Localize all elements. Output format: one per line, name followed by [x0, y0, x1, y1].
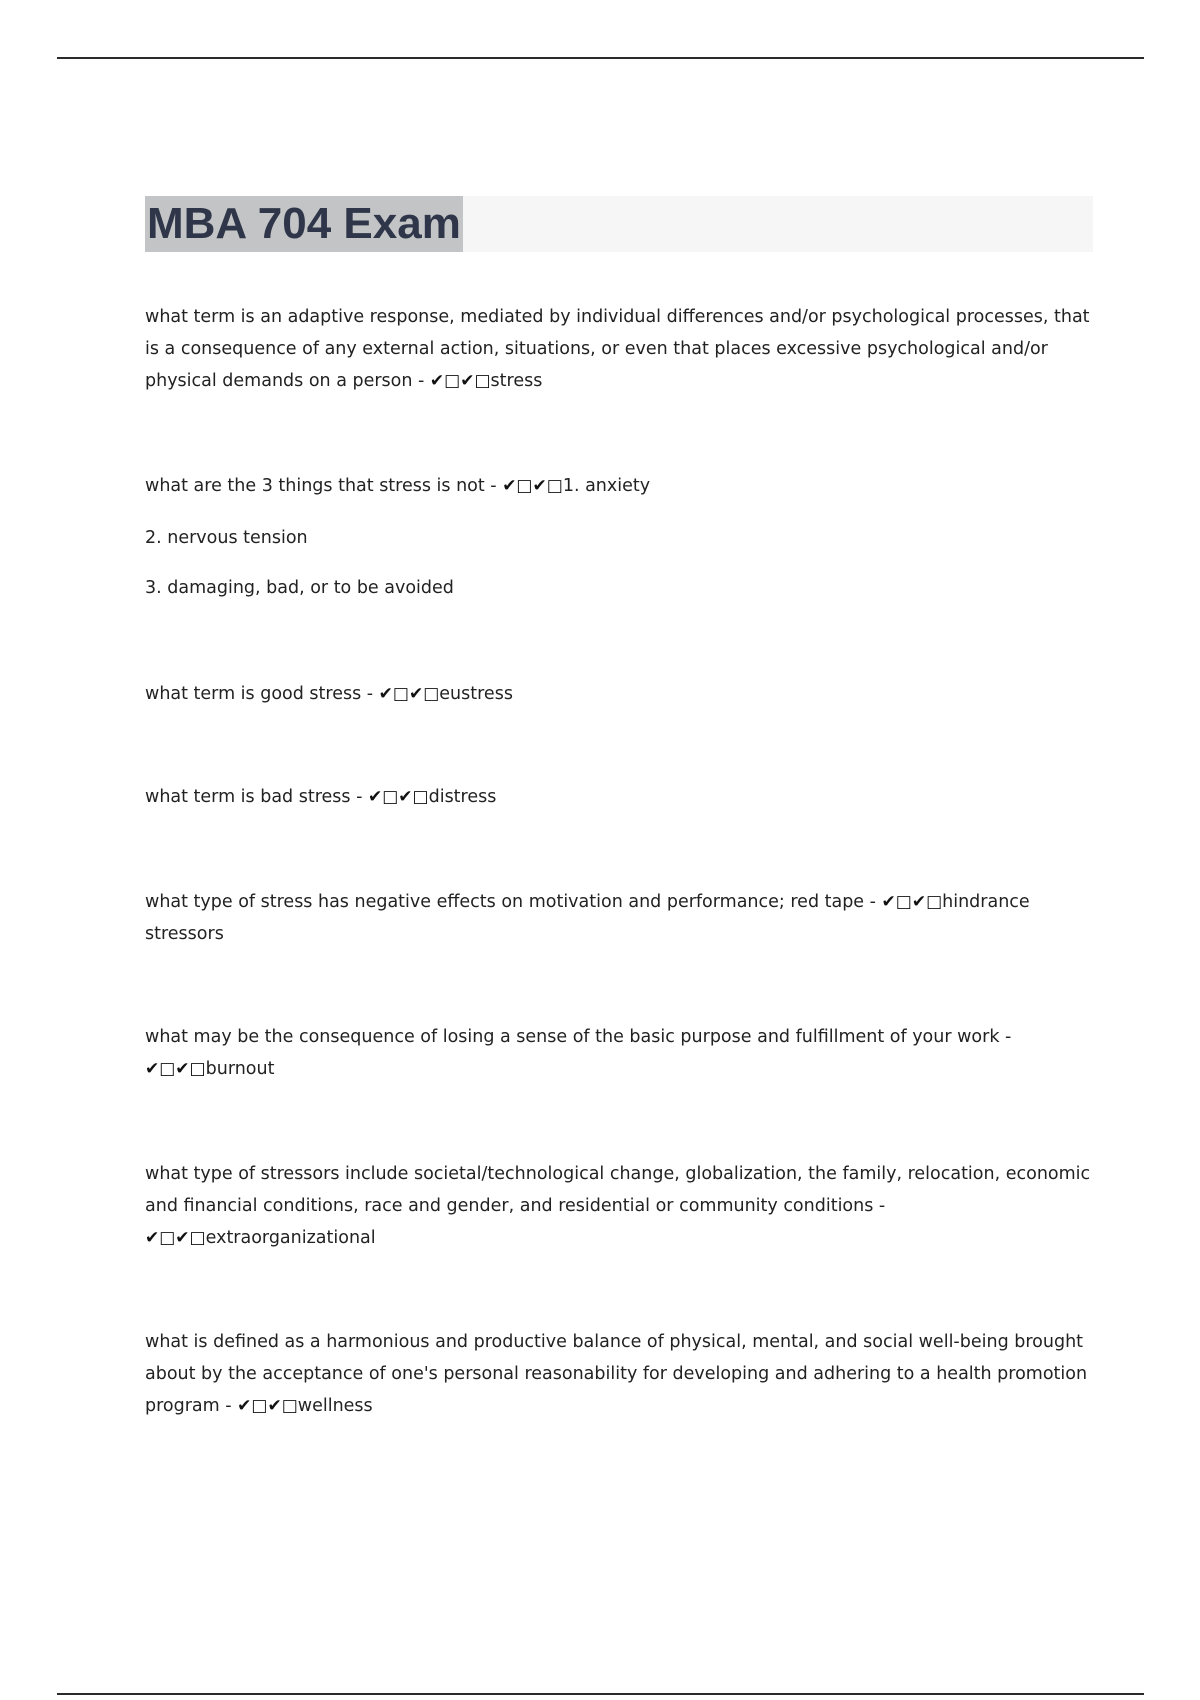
question-text: what may be the consequence of losing a sense of the basic purpose and fulfillment of your work -	[145, 1027, 1012, 1047]
check-marks: ✔□✔□	[367, 787, 429, 807]
list-item: 3. damaging, bad, or to be avoided	[145, 578, 454, 598]
qa-item-2	[145, 470, 1095, 604]
page-title: MBA 704 Exam	[145, 196, 463, 252]
question-text: what term is an adaptive response, mediated by individual differences and/or psychological processes, that is a consequence of any external action, situations, or even that places excessive psychological and/or physical demands on a person -	[145, 307, 1090, 391]
qa-text	[145, 781, 1095, 813]
check-marks: ✔□✔□	[145, 1228, 206, 1248]
qa-item-1	[145, 301, 1095, 397]
list-item: 2. nervous tension	[145, 528, 308, 548]
qa-text	[145, 470, 1095, 502]
qa-text	[145, 1158, 1095, 1254]
answer-text: distress	[428, 787, 497, 807]
check-marks: ✔□✔□	[429, 371, 491, 391]
qa-text	[145, 1326, 1095, 1422]
bottom-rule	[57, 1693, 1144, 1695]
qa-text	[145, 301, 1095, 397]
answer-text: 1. anxiety	[562, 476, 651, 496]
check-marks: ✔□✔□	[145, 1059, 206, 1079]
question-text: what term is bad stress -	[145, 787, 368, 807]
check-marks: ✔□✔□	[237, 1396, 298, 1416]
qa-item-5	[145, 886, 1095, 950]
answer-text: hindrance stressors	[145, 892, 1030, 944]
check-marks: ✔□✔□	[378, 684, 440, 704]
question-text: what type of stress has negative effects on motivation and performance; red tape -	[145, 892, 882, 912]
question-text: what are the 3 things that stress is not -	[145, 476, 503, 496]
qa-item-8	[145, 1326, 1095, 1422]
question-text: what type of stressors include societal/technological change, globalization, the family, relocation, economic and financial conditions, race and gender, and residential or community conditions -	[145, 1164, 1091, 1216]
qa-text	[145, 1021, 1095, 1085]
qa-item-3	[145, 678, 1095, 710]
answer-text: extraorganizational	[205, 1228, 376, 1248]
answer-text: wellness	[297, 1396, 373, 1416]
question-text: what is defined as a harmonious and productive balance of physical, mental, and social well-being brought about by the acceptance of one's personal reasonability for developing and adhering to a health promotion program -	[145, 1332, 1088, 1416]
check-marks: ✔□✔□	[881, 892, 943, 912]
qa-item-6	[145, 1021, 1095, 1085]
top-rule	[57, 57, 1144, 59]
answer-text: stress	[490, 371, 543, 391]
answer-text: eustress	[439, 684, 513, 704]
answer-text: burnout	[205, 1059, 275, 1079]
question-text: what term is good stress -	[145, 684, 379, 704]
check-marks: ✔□✔□	[502, 476, 563, 496]
qa-text	[145, 678, 1095, 710]
qa-item-4	[145, 781, 1095, 813]
qa-text	[145, 886, 1095, 950]
qa-item-7	[145, 1158, 1095, 1254]
